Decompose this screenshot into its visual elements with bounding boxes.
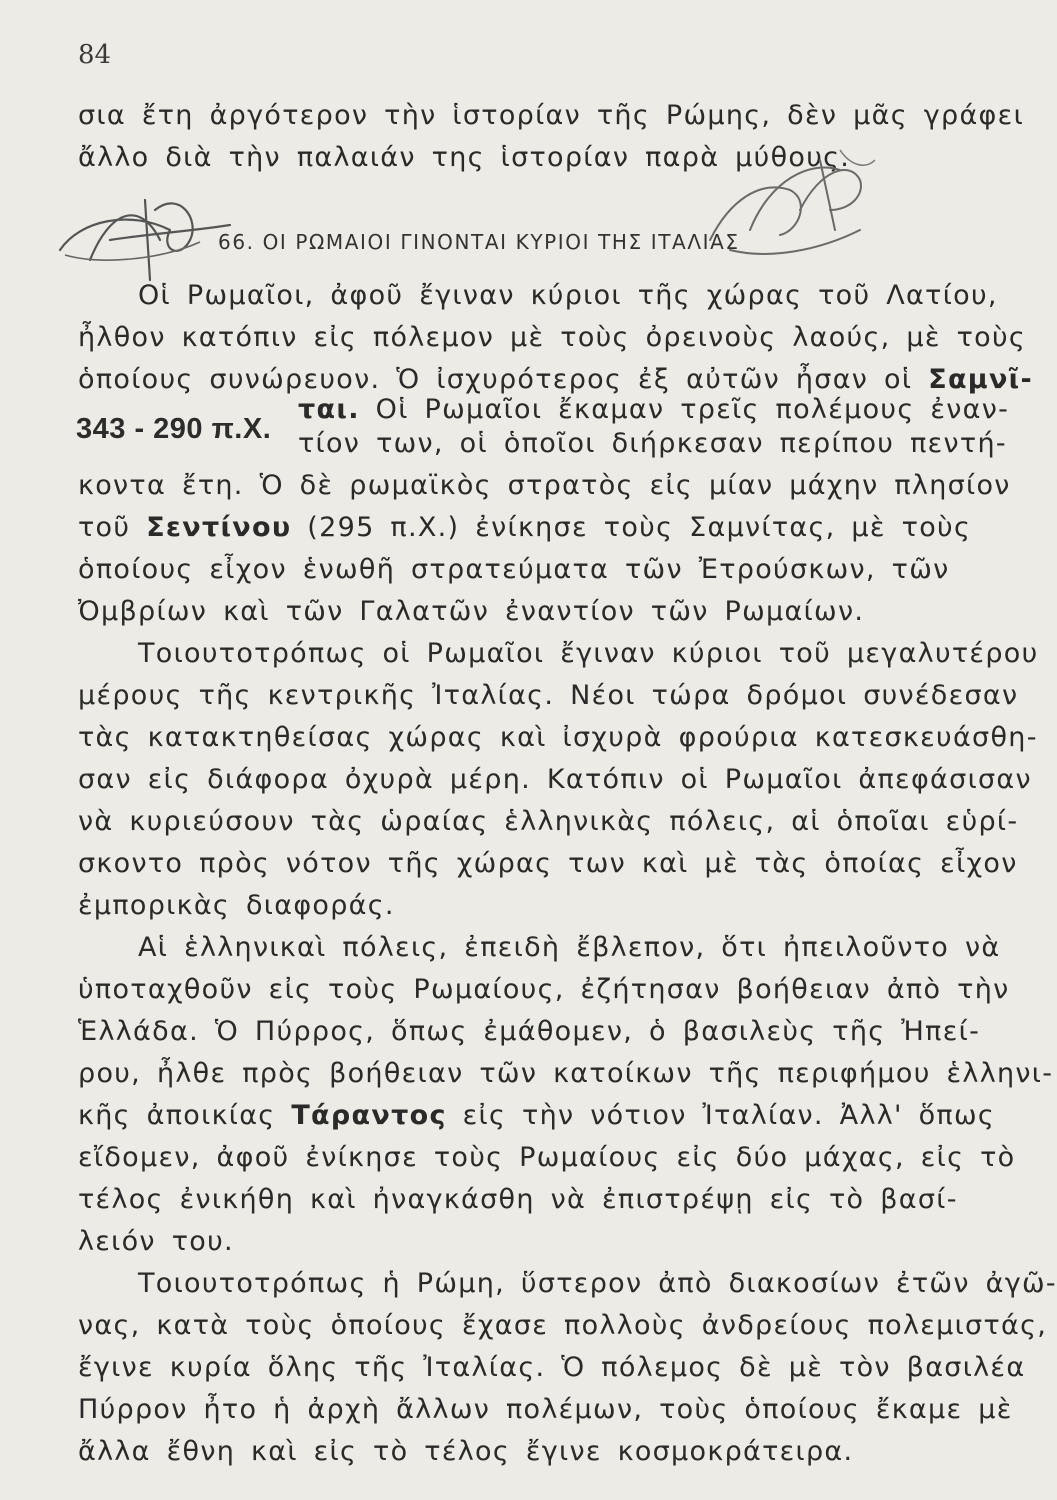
- text-line: λειόν του.: [78, 1226, 234, 1257]
- page-number: 84: [78, 40, 112, 70]
- text-line: Τοιουτοτρόπως οἱ Ρωμαῖοι ἔγιναν κύριοι τοῦ μεγαλυτέρου: [138, 638, 1039, 669]
- text-line: ἦλθον κατόπιν εἰς πόλεμον μὲ τοὺς ὀρεινοὺς λαούς, μὲ τοὺς: [78, 322, 1027, 353]
- text-line: τὰς κατακτηθείσας χώρας καὶ ἰσχυρὰ φρούρια κατεσκευάσθη-: [78, 722, 1038, 753]
- text-line: [298, 394, 1009, 425]
- text-run: (295 π.Χ.) ἐνίκησε τοὺς Σαμνίτας, μὲ τοὺς: [291, 512, 972, 543]
- text-line: ἄλλο διὰ τὴν παλαιάν της ἱστορίαν παρὰ μύθους.: [78, 142, 851, 173]
- text-line: Ὀμβρίων καὶ τῶν Γαλατῶν ἐναντίον τῶν Ρωμαίων.: [78, 596, 865, 627]
- text-line: νὰ κυριεύσουν τὰς ὡραίας ἑλληνικὰς πόλεις, αἱ ὁποῖαι εὑρί-: [78, 806, 1019, 837]
- text-line: σια ἔτη ἀργότερον τὴν ἱστορίαν τῆς Ρώμης, δὲν μᾶς γράφει: [78, 100, 1025, 131]
- text-run: Οἱ Ρωμαῖοι ἔκαμαν τρεῖς πολέμους ἐναν-: [359, 394, 1010, 425]
- text-line: ρου, ἦλθε πρὸς βοήθειαν τῶν κατοίκων τῆς περιφήμου ἑλληνι-: [78, 1058, 1054, 1089]
- text-line: Αἱ ἑλληνικαὶ πόλεις, ἐπειδὴ ἔβλεπον, ὅτι ἠπειλοῦντο νὰ: [138, 932, 1001, 963]
- text-line: ὁποίους εἶχον ἑνωθῆ στρατεύματα τῶν Ἐτρούσκων, τῶν: [78, 554, 950, 585]
- pen-scribble-left: [50, 180, 240, 290]
- text-line: ὑποταχθοῦν εἰς τοὺς Ρωμαίους, ἐζήτησαν βοήθειαν ἀπὸ τὴν: [78, 974, 1010, 1005]
- text-line: Τοιουτοτρόπως ἡ Ρώμη, ὕστερον ἀπὸ διακοσίων ἐτῶν ἀγῶ-: [138, 1268, 1057, 1299]
- section-heading: 66. ΟΙ ΡΩΜΑΙΟΙ ΓΙΝΟΝΤΑΙ ΚΥΡΙΟΙ ΤΗΣ ΙΤΑΛΙΑΣ: [218, 230, 740, 254]
- margin-date-note: 343 - 290 π.Χ.: [76, 413, 272, 445]
- text-line: εἴδομεν, ἀφοῦ ἐνίκησε τοὺς Ρωμαίους εἰς δύο μάχας, εἰς τὸ: [78, 1142, 1016, 1173]
- text-line: τέλος ἐνικήθη καὶ ἠναγκάσθη νὰ ἐπιστρέψῃ εἰς τὸ βασί-: [78, 1184, 958, 1215]
- text-line: Πύρρον ἦτο ἡ ἀρχὴ ἄλλων πολέμων, τοὺς ὁποίους ἔκαμε μὲ: [78, 1394, 1013, 1425]
- bold-term-sentinum: Σεντίνου: [146, 512, 292, 543]
- text-line: σαν εἰς διάφορα ὀχυρὰ μέρη. Κατόπιν οἱ Ρωμαῖοι ἀπεφάσισαν: [78, 764, 1032, 795]
- bold-term-taras: Τάραντος: [291, 1100, 447, 1131]
- text-line: ἔγινε κυρία ὅλης τῆς Ἰταλίας. Ὁ πόλεμος δὲ μὲ τὸν βασιλέα: [78, 1352, 1026, 1383]
- text-run: εἰς τὴν νότιον Ἰταλίαν. Ἀλλ' ὅπως: [446, 1100, 996, 1131]
- text-line: τίον των, οἱ ὁποῖοι διήρκεσαν περίπου πεντή-: [298, 428, 1007, 459]
- text-line: νας, κατὰ τοὺς ὁποίους ἔχασε πολλοὺς ἀνδρείους πολεμιστάς,: [78, 1310, 1048, 1341]
- text-run: κῆς ἀποικίας: [78, 1100, 292, 1131]
- text-line: [78, 512, 971, 543]
- text-line: σκοντο πρὸς νότον τῆς χώρας των καὶ μὲ τὰς ὁποίας εἶχον: [78, 848, 1018, 879]
- text-run: ὁποίους συνώρευον. Ὁ ἰσχυρότερος ἐξ αὐτῶν ἦσαν οἱ: [78, 364, 913, 395]
- text-line: Οἱ Ρωμαῖοι, ἀφοῦ ἔγιναν κύριοι τῆς χώρας τοῦ Λατίου,: [138, 280, 998, 311]
- text-line: [78, 1100, 995, 1131]
- text-run: τοῦ: [78, 512, 147, 543]
- text-line: μέρους τῆς κεντρικῆς Ἰταλίας. Νέοι τώρα δρόμοι συνέδεσαν: [78, 680, 1019, 711]
- bold-term-samnites: Σαμνῖ-: [928, 364, 1033, 395]
- text-line: ἄλλα ἔθνη καὶ εἰς τὸ τέλος ἔγινε κοσμοκράτειρα.: [78, 1436, 854, 1467]
- text-line: [78, 364, 1033, 395]
- text-line: ἐμπορικὰς διαφοράς.: [78, 890, 395, 921]
- text-line: Ἑλλάδα. Ὁ Πύρρος, ὅπως ἐμάθομεν, ὁ βασιλεὺς τῆς Ἠπεί-: [78, 1016, 981, 1047]
- text-line: κοντα ἔτη. Ὁ δὲ ρωμαϊκὸς στρατὸς εἰς μίαν μάχην πλησίον: [78, 470, 1011, 501]
- bold-term-samnites-end: ται.: [298, 394, 360, 425]
